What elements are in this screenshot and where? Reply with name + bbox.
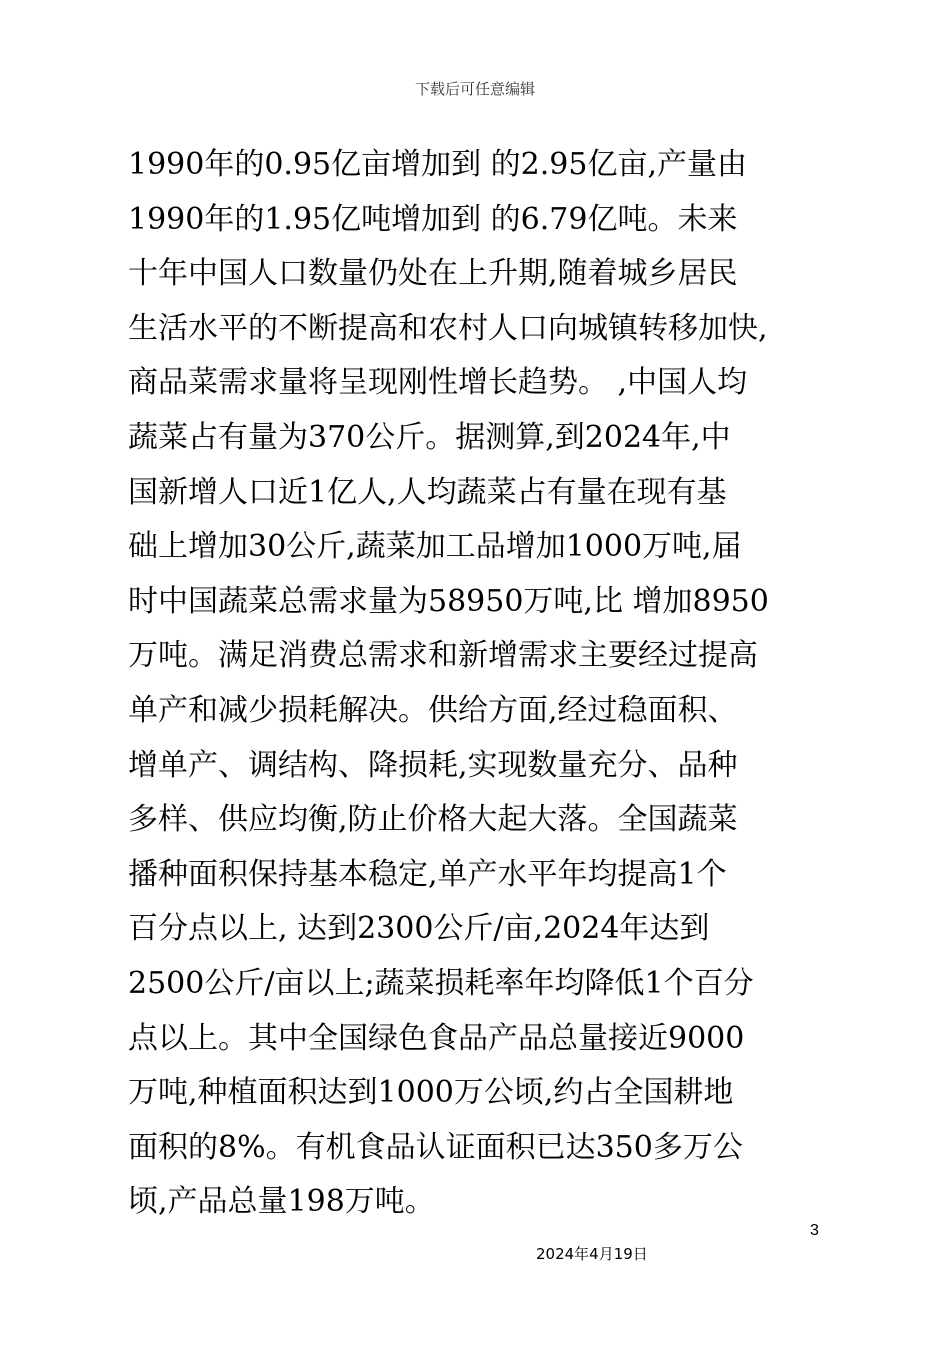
text-line-6: 蔬菜占有量为370公斤。据测算,到2024年,中: [128, 419, 731, 455]
text-line-16: 2500公斤/亩以上;蔬菜损耗率年均降低1个百分: [128, 965, 754, 1001]
text-line-14: 播种面积保持基本稳定,单产水平年均提高1个: [128, 856, 727, 892]
text-line-10: 万吨。满足消费总需求和新增需求主要经过提高: [128, 638, 758, 674]
text-line-17: 点以上。其中全国绿色食品产品总量接近9000: [128, 1020, 745, 1056]
text-line-18: 万吨,种植面积达到1000万公顷,约占全国耕地: [128, 1075, 734, 1111]
text-line-4: 生活水平的不断提高和农村人口向城镇转移加快,: [128, 310, 768, 346]
text-line-5: 商品菜需求量将呈现刚性增长趋势。 ,中国人均: [128, 365, 748, 401]
text-line-2: 1990年的1.95亿吨增加到 的6.79亿吨。未来: [128, 201, 738, 237]
text-line-8: 础上增加30公斤,蔬菜加工品增加1000万吨,届: [128, 529, 742, 565]
text-line-12: 增单产、调结构、降损耗,实现数量充分、品种: [128, 747, 738, 783]
text-line-9: 时中国蔬菜总需求量为58950万吨,比 增加8950: [128, 583, 769, 619]
text-line-1: 1990年的0.95亿亩增加到 的2.95亿亩,产量由: [128, 147, 748, 182]
text-line-20: 顷,产品总量198万吨。: [128, 1184, 435, 1220]
text-line-19: 面积的8%。有机食品认证面积已达350多万公: [128, 1129, 743, 1165]
text-line-13: 多样、供应均衡,防止价格大起大落。全国蔬菜: [128, 802, 738, 838]
footer-date: 2024年4月19日: [536, 1245, 648, 1263]
text-line-11: 单产和减少损耗解决。供给方面,经过稳面积、: [128, 692, 738, 728]
page-header: 下载后可任意编辑: [414, 80, 535, 98]
page-number: 3: [810, 1222, 819, 1239]
body-paragraph: [128, 138, 828, 1230]
text-line-3: 十年中国人口数量仍处在上升期,随着城乡居民: [128, 256, 738, 292]
text-line-15: 百分点以上, 达到2300公斤/亩,2024年达到: [128, 911, 710, 947]
text-line-7: 国新增人口近1亿人,人均蔬菜占有量在现有基: [128, 474, 727, 510]
